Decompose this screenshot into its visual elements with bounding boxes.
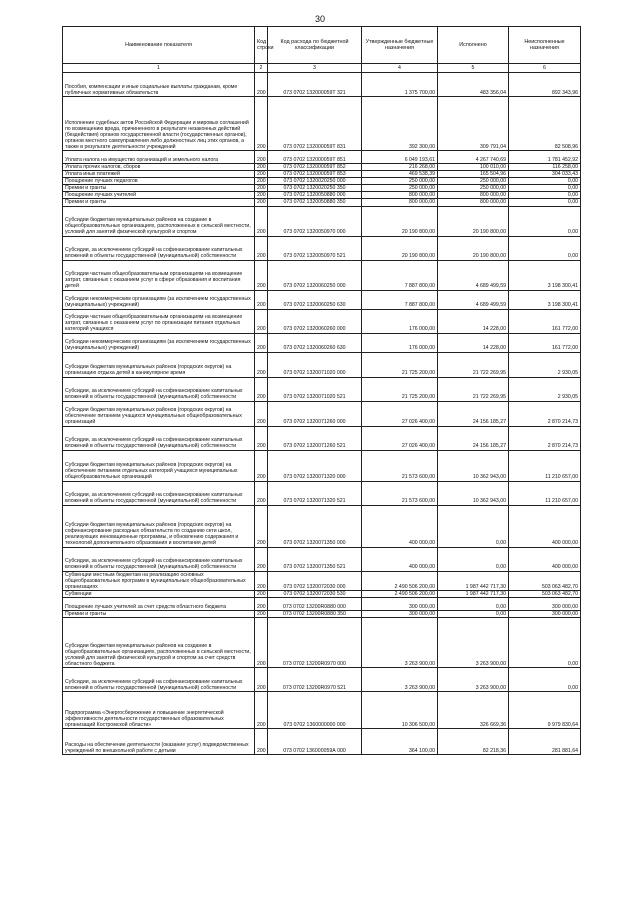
cell-line-code: 200 <box>255 547 268 571</box>
table-row <box>63 206 581 236</box>
cell-executed: 24 156 185,27 <box>438 426 509 450</box>
cell-name: Субвенции местным бюджетам на реализацию основных общеобразовательных программ в муниципальных общеобразовательных организациях <box>63 571 255 590</box>
cell-name: Субсидии, за исключением субсидий на софинансирование капитальных вложений в объекты государственной (муниципальной) собственности <box>63 547 255 571</box>
table-row <box>63 590 581 597</box>
cell-approved: 21 725 200,00 <box>362 352 438 377</box>
cell-unexecuted: 161 772,00 <box>509 333 581 352</box>
cell-budget-code: 073 0702 1320071320 521 <box>268 481 362 505</box>
cell-line-code: 200 <box>255 505 268 547</box>
cell-line-code: 200 <box>255 692 268 729</box>
cell-approved: 20 190 800,00 <box>362 206 438 236</box>
cell-executed: 20 190 800,00 <box>438 236 509 260</box>
cell-unexecuted: 300 000,00 <box>509 597 581 610</box>
cell-budget-code: 073 0702 132000059Т 831 <box>268 97 362 151</box>
table-row <box>63 481 581 505</box>
table-row <box>63 618 581 668</box>
cell-unexecuted: 304 033,43 <box>509 171 581 178</box>
cell-name: Уплата налога на имущество организаций и земельного налога <box>63 151 255 164</box>
cell-budget-code: 073 0702 132000059Т 851 <box>268 151 362 164</box>
cell-name: Субсидии, за исключением субсидий на софинансирование капитальных вложений в объекты государственной (муниципальной) собственности <box>63 377 255 401</box>
cell-approved: 27 026 400,00 <box>362 426 438 450</box>
cell-approved: 6 049 193,61 <box>362 151 438 164</box>
cell-budget-code: 073 0702 13200R0970 521 <box>268 668 362 692</box>
cell-executed: 326 669,36 <box>438 692 509 729</box>
table-row <box>63 164 581 171</box>
table-row <box>63 450 581 481</box>
cell-line-code: 200 <box>255 192 268 199</box>
cell-executed: 14 228,00 <box>438 333 509 352</box>
cell-budget-code: 073 0702 1320060260 000 <box>268 309 362 333</box>
cell-name: Субсидии, за исключением субсидий на софинансирование капитальных вложений в объекты государственной (муниципальной) собственности <box>63 481 255 505</box>
cell-approved: 400 000,00 <box>362 505 438 547</box>
cell-name: Субсидии бюджетам муниципальных районов (городских округов) на софинансирование расходных обязательств по созданию сети школ, реализующих инновационные программы, и обновлению содержания и технологий дополнительного образования и воспитания детей <box>63 505 255 547</box>
cell-budget-code: 073 0702 1320071260 521 <box>268 426 362 450</box>
cell-unexecuted: 116 258,00 <box>509 164 581 171</box>
cell-budget-code: 073 0702 1320071320 000 <box>268 450 362 481</box>
cell-approved: 3 263 900,00 <box>362 668 438 692</box>
cell-approved: 21 573 600,00 <box>362 450 438 481</box>
column-number: 5 <box>438 64 509 73</box>
cell-approved: 2 490 506 200,00 <box>362 590 438 597</box>
header-row <box>63 27 581 64</box>
table-row <box>63 729 581 755</box>
header-approved: Утвержденные бюджетные назначения <box>362 27 438 64</box>
cell-unexecuted: 1 781 452,92 <box>509 151 581 164</box>
cell-budget-code: 073 0702 13200R0970 000 <box>268 618 362 668</box>
cell-line-code: 200 <box>255 185 268 192</box>
cell-approved: 364 100,00 <box>362 729 438 755</box>
cell-line-code: 200 <box>255 426 268 450</box>
table-row <box>63 401 581 426</box>
column-number: 6 <box>509 64 581 73</box>
cell-executed: 20 190 800,00 <box>438 206 509 236</box>
cell-name: Субсидии частным общеобразовательным организациям на возмещение затрат, связанных с оказанием услуг по организации питания отдельных категорий учащихся <box>63 309 255 333</box>
cell-unexecuted: 3 198 300,41 <box>509 290 581 309</box>
cell-line-code: 200 <box>255 164 268 171</box>
cell-budget-code: 073 0702 1320060260 630 <box>268 333 362 352</box>
cell-unexecuted: 0,00 <box>509 668 581 692</box>
cell-executed: 0,00 <box>438 597 509 610</box>
cell-budget-code: 073 0702 1320050880 000 <box>268 192 362 199</box>
cell-approved: 392 300,00 <box>362 97 438 151</box>
cell-name: Субсидии некоммерческим организациям (за исключением государственных (муниципальных) учреждений) <box>63 290 255 309</box>
cell-executed: 0,00 <box>438 610 509 617</box>
cell-approved: 2 490 506 200,00 <box>362 571 438 590</box>
header-line: Код строки <box>255 27 268 64</box>
cell-budget-code: 073 0702 1360000000 000 <box>268 692 362 729</box>
table-row <box>63 597 581 610</box>
cell-unexecuted: 9 979 830,64 <box>509 692 581 729</box>
cell-executed: 0,00 <box>438 505 509 547</box>
column-number: 4 <box>362 64 438 73</box>
cell-unexecuted: 281 881,64 <box>509 729 581 755</box>
table-row <box>63 192 581 199</box>
cell-executed: 24 156 185,27 <box>438 401 509 426</box>
cell-unexecuted: 892 343,96 <box>509 73 581 97</box>
header-unexecuted: Неисполненные назначения <box>509 27 581 64</box>
cell-unexecuted: 3 198 300,41 <box>509 260 581 290</box>
cell-budget-code: 073 0702 132000059Т 321 <box>268 73 362 97</box>
cell-approved: 7 887 800,00 <box>362 290 438 309</box>
cell-name: Субсидии бюджетам муниципальных районов на создание в общеобразовательных организациях, расположенных в сельской местности, условий для занятий физической культурой и спортом за счет средств областного бюджета <box>63 618 255 668</box>
cell-approved: 21 573 600,00 <box>362 481 438 505</box>
cell-budget-code: 073 0702 13200R0880 000 <box>268 597 362 610</box>
table-row <box>63 73 581 97</box>
cell-line-code: 200 <box>255 97 268 151</box>
cell-line-code: 200 <box>255 333 268 352</box>
header-executed: Исполнено <box>438 27 509 64</box>
cell-budget-code: 073 0702 1320050880 350 <box>268 199 362 206</box>
cell-executed: 21 722 269,95 <box>438 352 509 377</box>
cell-executed: 14 228,00 <box>438 309 509 333</box>
table-row <box>63 668 581 692</box>
cell-unexecuted: 0,00 <box>509 199 581 206</box>
cell-name: Уплата прочих налогов, сборов <box>63 164 255 171</box>
cell-unexecuted: 161 772,00 <box>509 309 581 333</box>
cell-line-code: 200 <box>255 618 268 668</box>
cell-name: Исполнение судебных актов Российской Федерации и мировых соглашений по возмещению вреда, причиненного в результате незаконных действий (бездействия) органов государственной власти (государственных органов), органов местного самоуправления либо должностных лиц этих органов, а также в результате деятельности учреждений <box>63 97 255 151</box>
cell-approved: 469 538,39 <box>362 171 438 178</box>
cell-name: Субсидии бюджетам муниципальных районов (городских округов) на организацию отдыха детей в каникулярное время <box>63 352 255 377</box>
cell-approved: 27 026 400,00 <box>362 401 438 426</box>
page-number: 30 <box>314 14 325 24</box>
cell-name: Поощрение лучших педагогов <box>63 178 255 185</box>
cell-executed: 82 218,36 <box>438 729 509 755</box>
table-row <box>63 547 581 571</box>
column-number-row <box>63 64 581 73</box>
table-row <box>63 692 581 729</box>
cell-unexecuted: 503 063 482,70 <box>509 571 581 590</box>
cell-approved: 3 263 900,00 <box>362 618 438 668</box>
cell-budget-code: 073 0702 1320050970 000 <box>268 206 362 236</box>
table-row <box>63 151 581 164</box>
cell-name: Субсидии бюджетам муниципальных районов (городских округов) на обеспечение питанием учащихся муниципальных общеобразовательных организаций <box>63 401 255 426</box>
cell-unexecuted: 300 000,00 <box>509 610 581 617</box>
cell-executed: 4 267 740,69 <box>438 151 509 164</box>
cell-executed: 4 689 499,59 <box>438 290 509 309</box>
cell-line-code: 200 <box>255 151 268 164</box>
cell-name: Субсидии некоммерческим организациям (за исключением государственных (муниципальных) учреждений) <box>63 333 255 352</box>
table-row <box>63 333 581 352</box>
cell-unexecuted: 0,00 <box>509 618 581 668</box>
cell-budget-code: 073 0702 1320020250 000 <box>268 178 362 185</box>
cell-budget-code: 073 0702 1320071350 000 <box>268 505 362 547</box>
cell-name: Субсидии, за исключением субсидий на софинансирование капитальных вложений в объекты государственной (муниципальной) собственности <box>63 668 255 692</box>
table-row <box>63 426 581 450</box>
cell-budget-code: 073 0702 132000059Т 853 <box>268 171 362 178</box>
table-row <box>63 260 581 290</box>
cell-unexecuted: 2 930,05 <box>509 377 581 401</box>
cell-approved: 800 000,00 <box>362 192 438 199</box>
cell-line-code: 200 <box>255 571 268 590</box>
cell-approved: 800 000,00 <box>362 199 438 206</box>
table-row <box>63 377 581 401</box>
table-row <box>63 571 581 590</box>
cell-executed: 21 722 269,95 <box>438 377 509 401</box>
cell-budget-code: 073 0702 1320020250 350 <box>268 185 362 192</box>
cell-name: Пособия, компенсации и иные социальные выплаты гражданам, кроме публичных нормативных обязательств <box>63 73 255 97</box>
column-number: 2 <box>255 64 268 73</box>
cell-budget-code: 073 0702 13200R0880 350 <box>268 610 362 617</box>
cell-unexecuted: 2 930,05 <box>509 352 581 377</box>
cell-budget-code: 073 0702 1320072030 000 <box>268 571 362 590</box>
column-number: 3 <box>268 64 362 73</box>
cell-budget-code: 073 0702 1320072030 530 <box>268 590 362 597</box>
cell-name: Поощрение лучших учителей за счет средств областного бюджета <box>63 597 255 610</box>
cell-name: Субвенции <box>63 590 255 597</box>
cell-executed: 1 987 442 717,30 <box>438 590 509 597</box>
cell-line-code: 200 <box>255 73 268 97</box>
cell-unexecuted: 11 210 657,00 <box>509 481 581 505</box>
cell-approved: 21 725 200,00 <box>362 377 438 401</box>
cell-name: Субсидии, за исключением субсидий на софинансирование капитальных вложений в объекты государственной (муниципальной) собственности <box>63 426 255 450</box>
cell-unexecuted: 2 870 214,73 <box>509 426 581 450</box>
cell-approved: 10 306 500,00 <box>362 692 438 729</box>
cell-executed: 0,00 <box>438 547 509 571</box>
cell-budget-code: 073 0702 1320071020 000 <box>268 352 362 377</box>
cell-approved: 7 887 800,00 <box>362 260 438 290</box>
cell-budget-code: 073 0702 1320060250 630 <box>268 290 362 309</box>
table-body <box>63 73 581 755</box>
cell-executed: 3 263 900,00 <box>438 618 509 668</box>
cell-budget-code: 073 0702 1320071020 521 <box>268 377 362 401</box>
cell-line-code: 200 <box>255 610 268 617</box>
cell-executed: 800 000,00 <box>438 199 509 206</box>
cell-executed: 10 362 943,00 <box>438 450 509 481</box>
cell-executed: 3 263 900,00 <box>438 668 509 692</box>
cell-executed: 250 000,00 <box>438 178 509 185</box>
cell-line-code: 200 <box>255 290 268 309</box>
cell-line-code: 200 <box>255 377 268 401</box>
table-row <box>63 352 581 377</box>
table-row <box>63 290 581 309</box>
cell-unexecuted: 11 210 657,00 <box>509 450 581 481</box>
cell-line-code: 200 <box>255 401 268 426</box>
cell-name: Расходы на обеспечение деятельности (оказание услуг) подведомственных учреждений по внешкольной работе с детьми <box>63 729 255 755</box>
table-row <box>63 178 581 185</box>
cell-approved: 1 375 700,00 <box>362 73 438 97</box>
cell-executed: 165 504,96 <box>438 171 509 178</box>
cell-approved: 300 000,00 <box>362 610 438 617</box>
cell-name: Субсидии частным общеобразовательным организациям на возмещение затрат, связанных с оказанием услуг в сфере образования и воспитания детей <box>63 260 255 290</box>
cell-approved: 176 000,00 <box>362 333 438 352</box>
cell-executed: 1 987 442 717,30 <box>438 571 509 590</box>
cell-unexecuted: 0,00 <box>509 236 581 260</box>
cell-unexecuted: 0,00 <box>509 185 581 192</box>
cell-name: Подпрограмма «Энергосбережение и повышение энергетической эффективности деятельности государственных образовательных организаций Костромской области» <box>63 692 255 729</box>
cell-unexecuted: 82 508,96 <box>509 97 581 151</box>
column-number: 1 <box>63 64 255 73</box>
cell-approved: 250 000,00 <box>362 178 438 185</box>
table-row <box>63 610 581 617</box>
table-row <box>63 171 581 178</box>
cell-unexecuted: 0,00 <box>509 192 581 199</box>
table-row <box>63 309 581 333</box>
cell-executed: 800 000,00 <box>438 192 509 199</box>
cell-executed: 483 356,04 <box>438 73 509 97</box>
cell-line-code: 200 <box>255 590 268 597</box>
cell-budget-code: 073 0702 132000059Т 852 <box>268 164 362 171</box>
cell-line-code: 200 <box>255 450 268 481</box>
cell-line-code: 200 <box>255 236 268 260</box>
cell-approved: 400 000,00 <box>362 547 438 571</box>
cell-line-code: 200 <box>255 171 268 178</box>
cell-line-code: 200 <box>255 309 268 333</box>
cell-line-code: 200 <box>255 260 268 290</box>
cell-line-code: 200 <box>255 668 268 692</box>
table-row <box>63 199 581 206</box>
cell-unexecuted: 0,00 <box>509 206 581 236</box>
cell-line-code: 200 <box>255 352 268 377</box>
cell-executed: 309 791,04 <box>438 97 509 151</box>
table-row <box>63 185 581 192</box>
cell-executed: 4 689 499,59 <box>438 260 509 290</box>
cell-approved: 176 000,00 <box>362 309 438 333</box>
cell-unexecuted: 2 870 214,73 <box>509 401 581 426</box>
cell-line-code: 200 <box>255 178 268 185</box>
cell-name: Премии и гранты <box>63 185 255 192</box>
cell-approved: 300 000,00 <box>362 597 438 610</box>
cell-line-code: 200 <box>255 206 268 236</box>
cell-line-code: 200 <box>255 597 268 610</box>
cell-name: Поощрение лучших учителей <box>63 192 255 199</box>
budget-execution-table <box>62 26 581 755</box>
cell-unexecuted: 0,00 <box>509 178 581 185</box>
cell-line-code: 200 <box>255 481 268 505</box>
cell-executed: 100 010,00 <box>438 164 509 171</box>
cell-unexecuted: 400 000,00 <box>509 547 581 571</box>
cell-budget-code: 073 0702 1320050970 521 <box>268 236 362 260</box>
header-name: Наименование показателя <box>63 27 255 64</box>
cell-name: Субсидии бюджетам муниципальных районов (городских округов) на обеспечение питанием отдельных категорий учащихся муниципальных общеобразовательных организаций <box>63 450 255 481</box>
cell-line-code: 200 <box>255 199 268 206</box>
cell-approved: 20 190 800,00 <box>362 236 438 260</box>
table-row <box>63 236 581 260</box>
cell-budget-code: 073 0702 1320060250 000 <box>268 260 362 290</box>
cell-approved: 250 000,00 <box>362 185 438 192</box>
cell-name: Субсидии бюджетам муниципальных районов на создание в общеобразовательных организациях, расположенных в сельской местности, условий для занятий физической культурой и спортом <box>63 206 255 236</box>
cell-executed: 250 000,00 <box>438 185 509 192</box>
cell-executed: 10 362 943,00 <box>438 481 509 505</box>
cell-unexecuted: 503 063 482,70 <box>509 590 581 597</box>
cell-name: Субсидии, за исключением субсидий на софинансирование капитальных вложений в объекты государственной (муниципальной) собственности <box>63 236 255 260</box>
cell-budget-code: 073 0702 136000059А 000 <box>268 729 362 755</box>
cell-budget-code: 073 0702 1320071260 000 <box>268 401 362 426</box>
cell-budget-code: 073 0702 1320071350 521 <box>268 547 362 571</box>
cell-name: Премии и гранты <box>63 199 255 206</box>
table-row <box>63 97 581 151</box>
cell-name: Уплата иных платежей <box>63 171 255 178</box>
cell-line-code: 200 <box>255 729 268 755</box>
cell-unexecuted: 400 000,00 <box>509 505 581 547</box>
table-row <box>63 505 581 547</box>
cell-approved: 216 268,00 <box>362 164 438 171</box>
header-code: Код расхода по бюджетной классификации <box>268 27 362 64</box>
cell-name: Премии и гранты <box>63 610 255 617</box>
